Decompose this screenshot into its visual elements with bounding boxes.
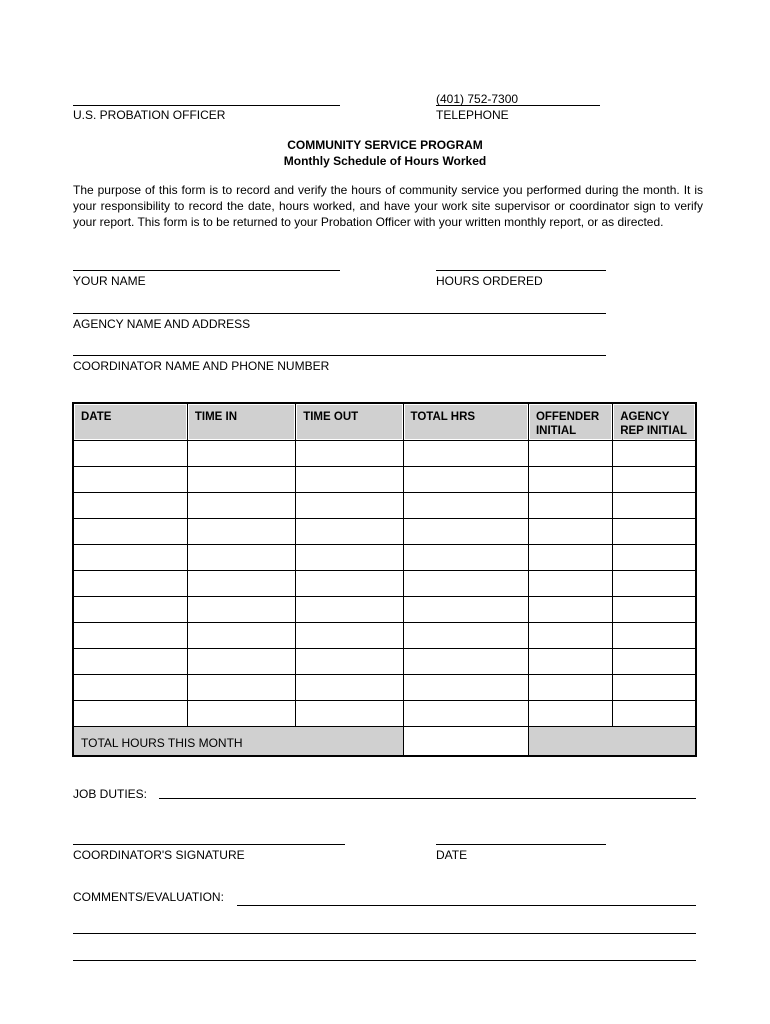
cell-date[interactable] bbox=[73, 493, 187, 519]
cell-total-hrs[interactable] bbox=[403, 545, 528, 571]
table-row bbox=[73, 597, 696, 623]
cell-offender-initial[interactable] bbox=[528, 519, 612, 545]
cell-total-hrs[interactable] bbox=[403, 519, 528, 545]
table-row bbox=[73, 675, 696, 701]
cell-total-hrs[interactable] bbox=[403, 467, 528, 493]
table-row bbox=[73, 649, 696, 675]
cell-time-out[interactable] bbox=[296, 441, 403, 467]
cell-agency-rep-initial[interactable] bbox=[613, 467, 696, 493]
phone-label: TELEPHONE bbox=[436, 108, 509, 122]
cell-time-in[interactable] bbox=[187, 571, 295, 597]
cell-time-out[interactable] bbox=[296, 519, 403, 545]
cell-time-in[interactable] bbox=[187, 545, 295, 571]
cell-date[interactable] bbox=[73, 597, 187, 623]
officer-signature-line[interactable] bbox=[73, 105, 340, 106]
hours-ordered-line[interactable] bbox=[436, 270, 606, 271]
phone-value: (401) 752-7300 bbox=[436, 92, 519, 106]
cell-total-hrs[interactable] bbox=[403, 623, 528, 649]
table-row bbox=[73, 701, 696, 727]
date-label: DATE bbox=[436, 848, 468, 862]
cell-total-hrs[interactable] bbox=[403, 441, 528, 467]
table-row bbox=[73, 545, 696, 571]
cell-total-hrs[interactable] bbox=[403, 571, 528, 597]
cell-agency-rep-initial[interactable] bbox=[613, 623, 696, 649]
agency-header-line-1: AGENCY bbox=[620, 411, 670, 423]
cell-date[interactable] bbox=[73, 649, 187, 675]
cell-total-hrs[interactable] bbox=[403, 493, 528, 519]
total-hours-label: TOTAL HOURS THIS MONTH bbox=[73, 727, 403, 757]
cell-time-out[interactable] bbox=[296, 701, 403, 727]
cell-offender-initial[interactable] bbox=[528, 649, 612, 675]
column-header-date: DATE bbox=[73, 403, 187, 441]
cell-time-out[interactable] bbox=[296, 675, 403, 701]
column-header-total-hrs: TOTAL HRS bbox=[403, 403, 528, 441]
agency-label: AGENCY NAME AND ADDRESS bbox=[73, 317, 251, 331]
column-header-offender-initial bbox=[528, 403, 612, 441]
cell-agency-rep-initial[interactable] bbox=[613, 701, 696, 727]
date-line[interactable] bbox=[436, 844, 606, 845]
cell-total-hrs[interactable] bbox=[403, 597, 528, 623]
cell-agency-rep-initial[interactable] bbox=[613, 649, 696, 675]
comments-label: COMMENTS/EVALUATION: bbox=[73, 890, 224, 904]
job-duties-label: JOB DUTIES: bbox=[73, 787, 148, 801]
cell-offender-initial[interactable] bbox=[528, 545, 612, 571]
offender-header-line-1: OFFENDER bbox=[535, 411, 600, 423]
cell-agency-rep-initial[interactable] bbox=[613, 545, 696, 571]
cell-agency-rep-initial[interactable] bbox=[613, 441, 696, 467]
cell-time-in[interactable] bbox=[187, 623, 295, 649]
cell-date[interactable] bbox=[73, 519, 187, 545]
table-row bbox=[73, 623, 696, 649]
cell-time-out[interactable] bbox=[296, 467, 403, 493]
cell-date[interactable] bbox=[73, 675, 187, 701]
cell-time-in[interactable] bbox=[187, 701, 295, 727]
cell-time-out[interactable] bbox=[296, 597, 403, 623]
cell-agency-rep-initial[interactable] bbox=[613, 519, 696, 545]
agency-line[interactable] bbox=[73, 313, 606, 314]
cell-offender-initial[interactable] bbox=[528, 623, 612, 649]
cell-date[interactable] bbox=[73, 467, 187, 493]
comments-line-2[interactable] bbox=[73, 933, 696, 934]
table-body bbox=[73, 441, 696, 757]
officer-label: U.S. PROBATION OFFICER bbox=[73, 108, 226, 122]
cell-time-out[interactable] bbox=[296, 545, 403, 571]
coordinator-label: COORDINATOR NAME AND PHONE NUMBER bbox=[73, 359, 330, 373]
cell-total-hrs[interactable] bbox=[403, 649, 528, 675]
offender-header-line-2: INITIAL bbox=[535, 425, 577, 437]
cell-agency-rep-initial[interactable] bbox=[613, 675, 696, 701]
column-header-time-in: TIME IN bbox=[187, 403, 295, 441]
table-row bbox=[73, 467, 696, 493]
coordinator-line[interactable] bbox=[73, 355, 606, 356]
cell-time-in[interactable] bbox=[187, 467, 295, 493]
table-header-row bbox=[73, 403, 696, 441]
cell-offender-initial[interactable] bbox=[528, 493, 612, 519]
cell-date[interactable] bbox=[73, 545, 187, 571]
column-header-time-out: TIME OUT bbox=[296, 403, 403, 441]
cell-total-hrs[interactable] bbox=[403, 675, 528, 701]
your-name-line[interactable] bbox=[73, 270, 340, 271]
cell-date[interactable] bbox=[73, 701, 187, 727]
coordinator-signature-line[interactable] bbox=[73, 844, 345, 845]
phone-line[interactable] bbox=[436, 105, 600, 106]
agency-header-line-2: REP INITIAL bbox=[620, 425, 688, 437]
cell-agency-rep-initial[interactable] bbox=[613, 597, 696, 623]
cell-time-in[interactable] bbox=[187, 441, 295, 467]
cell-time-out[interactable] bbox=[296, 649, 403, 675]
column-header-agency-rep-initial bbox=[613, 403, 696, 441]
cell-agency-rep-initial[interactable] bbox=[613, 493, 696, 519]
cell-time-out[interactable] bbox=[296, 493, 403, 519]
cell-date[interactable] bbox=[73, 441, 187, 467]
form-title: COMMUNITY SERVICE PROGRAM bbox=[287, 138, 483, 152]
cell-offender-initial[interactable] bbox=[528, 571, 612, 597]
total-hours-row bbox=[73, 727, 696, 757]
cell-date[interactable] bbox=[73, 571, 187, 597]
comments-line-1[interactable] bbox=[237, 905, 696, 906]
total-hours-shaded-cell bbox=[528, 727, 696, 757]
cell-time-in[interactable] bbox=[187, 519, 295, 545]
total-hours-input-cell[interactable] bbox=[403, 727, 528, 757]
your-name-label: YOUR NAME bbox=[73, 274, 146, 288]
cell-offender-initial[interactable] bbox=[528, 467, 612, 493]
cell-date[interactable] bbox=[73, 623, 187, 649]
cell-offender-initial[interactable] bbox=[528, 701, 612, 727]
hours-ordered-label: HOURS ORDERED bbox=[436, 274, 543, 288]
table-row bbox=[73, 493, 696, 519]
cell-time-in[interactable] bbox=[187, 675, 295, 701]
cell-time-in[interactable] bbox=[187, 493, 295, 519]
cell-total-hrs[interactable] bbox=[403, 701, 528, 727]
comments-line-3[interactable] bbox=[73, 960, 696, 961]
form-subtitle: Monthly Schedule of Hours Worked bbox=[283, 154, 487, 168]
coordinator-signature-label: COORDINATOR'S SIGNATURE bbox=[73, 848, 245, 862]
cell-time-in[interactable] bbox=[187, 649, 295, 675]
cell-time-out[interactable] bbox=[296, 571, 403, 597]
purpose-paragraph: The purpose of this form is to record and verify the hours of community service you performed during the month. It is your responsibility to record the date, hours worked, and have your work site supervisor or coordinator sign to verify your report. This form is to be returned to your Probation Officer with your written monthly report, or as directed. bbox=[73, 183, 703, 229]
table-row bbox=[73, 519, 696, 545]
cell-offender-initial[interactable] bbox=[528, 441, 612, 467]
hours-schedule-table bbox=[72, 402, 697, 757]
cell-offender-initial[interactable] bbox=[528, 675, 612, 701]
cell-agency-rep-initial[interactable] bbox=[613, 571, 696, 597]
cell-offender-initial[interactable] bbox=[528, 597, 612, 623]
table-row bbox=[73, 571, 696, 597]
cell-time-out[interactable] bbox=[296, 623, 403, 649]
table-row bbox=[73, 441, 696, 467]
cell-time-in[interactable] bbox=[187, 597, 295, 623]
job-duties-line[interactable] bbox=[159, 798, 696, 799]
